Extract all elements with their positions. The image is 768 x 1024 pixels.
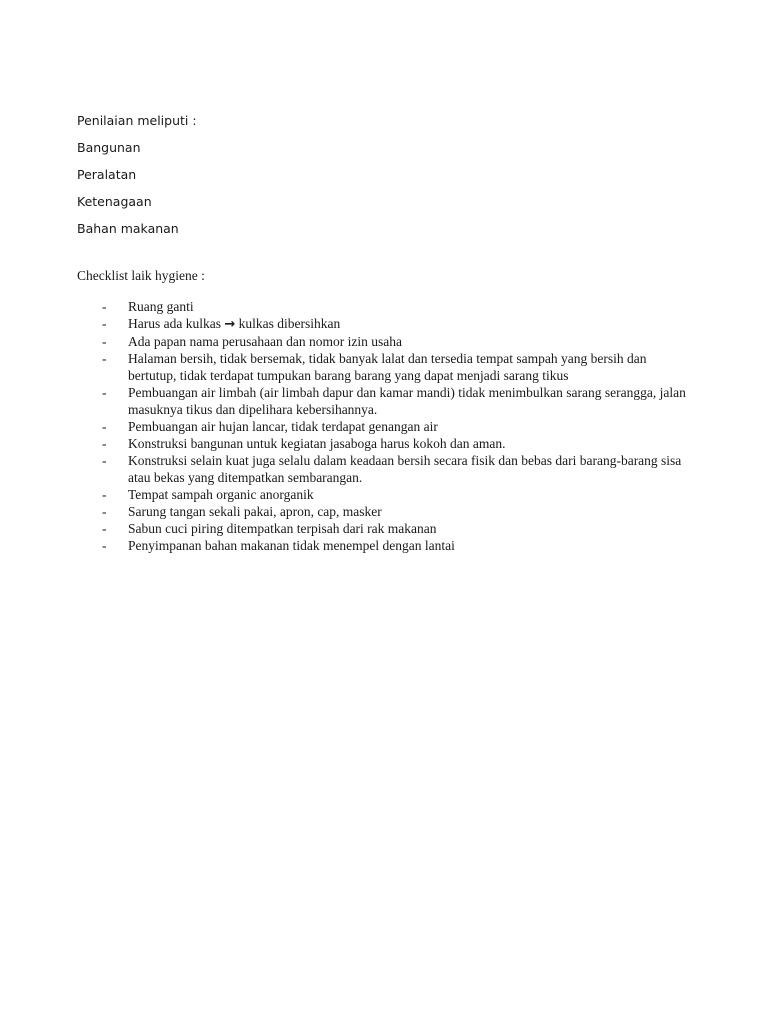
bullet-dash: - [102, 419, 107, 434]
assessment-section [77, 112, 197, 238]
list-item [77, 486, 688, 503]
bullet-dash: - [102, 299, 107, 314]
right-arrow-icon: → [224, 317, 236, 332]
list-item [77, 503, 688, 520]
list-item-text: Ruang ganti [128, 299, 194, 314]
list-item-text: Sabun cuci piring ditempatkan terpisah dari rak makanan [128, 521, 437, 536]
list-item-text: Halaman bersih, tidak bersemak, tidak banyak lalat dan tersedia tempat sampah yang bersih dan bertutup, tidak terdapat tumpukan barang barang yang dapat menjadi sarang tikus [128, 351, 647, 383]
list-item [77, 384, 688, 418]
list-item [77, 418, 688, 435]
list-item [77, 298, 688, 315]
list-item-text: kulkas dibersihkan [238, 316, 341, 331]
list-item-text: Tempat sampah organic anorganik [128, 487, 314, 502]
bullet-dash: - [102, 436, 107, 451]
list-item [77, 452, 688, 486]
bullet-dash: - [102, 504, 107, 519]
assessment-item-bangunan: Bangunan [77, 140, 141, 155]
hygiene-checklist-section [77, 266, 717, 554]
assessment-item-ketenagaan: Ketenagaan [77, 194, 152, 209]
bullet-dash: - [102, 538, 107, 553]
list-item-text: Konstruksi selain kuat juga selalu dalam keadaan bersih secara fisik dan bebas dari barang-barang sisa atau bekas yang ditempatkan sembarangan. [128, 453, 682, 485]
list-item-text: Konstruksi bangunan untuk kegiatan jasaboga harus kokoh dan aman. [128, 436, 506, 451]
checklist-title: Checklist laik hygiene : [77, 268, 205, 283]
list-item-text: Sarung tangan sekali pakai, apron, cap, masker [128, 504, 382, 519]
bullet-dash: - [102, 316, 107, 331]
assessment-item-bahan-makanan: Bahan makanan [77, 221, 179, 236]
list-item-text: Pembuangan air limbah (air limbah dapur dan kamar mandi) tidak menimbulkan sarang serangga, jalan masuknya tikus dan dipelihara kebersihannya. [128, 385, 686, 417]
assessment-heading: Penilaian meliputi : [77, 113, 197, 128]
bullet-dash: - [102, 334, 107, 349]
checklist-list [77, 298, 717, 554]
list-item [77, 435, 688, 452]
list-item [77, 333, 688, 350]
list-item [77, 520, 688, 537]
list-item [77, 350, 688, 384]
bullet-dash: - [102, 521, 107, 536]
list-item-text: Harus ada kulkas [128, 316, 221, 331]
assessment-item-peralatan: Peralatan [77, 167, 137, 182]
list-item [77, 537, 688, 554]
list-item-text: Penyimpanan bahan makanan tidak menempel dengan lantai [128, 538, 455, 553]
list-item [77, 315, 688, 333]
bullet-dash: - [102, 385, 107, 400]
list-item-text: Ada papan nama perusahaan dan nomor izin usaha [128, 334, 403, 349]
bullet-dash: - [102, 487, 107, 502]
bullet-dash: - [102, 453, 107, 468]
bullet-dash: - [102, 351, 107, 366]
list-item-text: Pembuangan air hujan lancar, tidak terdapat genangan air [128, 419, 438, 434]
